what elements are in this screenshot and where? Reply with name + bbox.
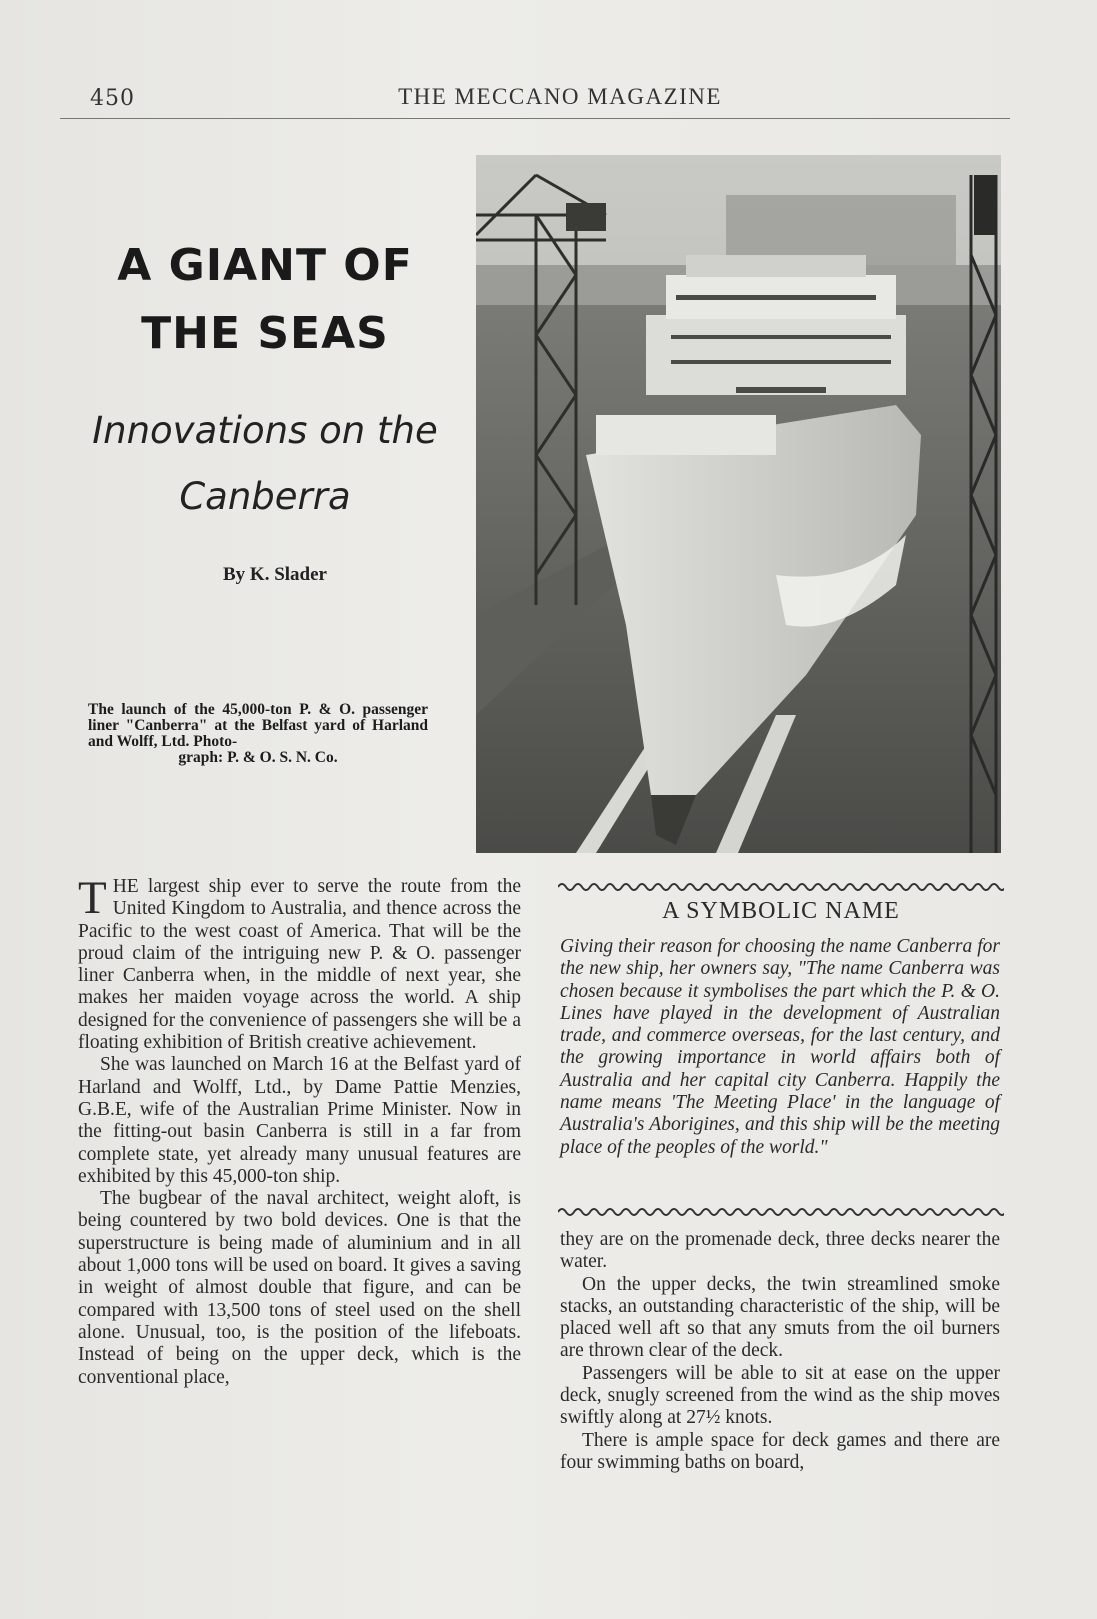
paragraph-3: The bugbear of the naval architect, weight aloft, is being countered by two bold devices. One is that the superstructure is being made of aluminium and in all about 1,000 tons will be used on board. It gives a saving in weight of almost double that figure, and can be compared with 13,500 tons of steel used on the shell alone. Unusual, too, is the position of the lifeboats. Instead of being on the upper deck, which is the conventional place, [78,1188,521,1388]
paragraph-7: There is ample space for deck games and there are four swimming baths on board, [560,1429,1000,1473]
magazine-title: THE MECCANO MAGAZINE [398,84,722,109]
article-title: A GIANT OF THE SEAS [117,240,413,359]
photo-caption-main: The launch of the 45,000-ton P. & O. passenger liner "Canberra" at the Belfast yard of Harland and Wolff, Ltd. Photo- [88,701,428,750]
paragraph-1-text: HE largest ship ever to serve the route from the United Kingdom to Australia, and thence across the Pacific to the west coast of America. That will be the proud claim of the intriguing new P. & O. passenger liner Canberra when, in the middle of next year, she makes her maiden voyage across the world. A ship designed for the convenience of passengers she will be a floating exhibition of British creative achievement. [78,876,521,1054]
sidebar-bottom-border [558,1205,1004,1219]
paragraph-1 [78,872,521,1054]
sidebar-text: Giving their reason for choosing the name Canberra for the new ship, her owners say, "The name Canberra was chosen because it symbolises the part which the P. & O. Lines have played in the development of Australian trade, and commerce overseas, for the last century, and the growing importance in world affairs both of Australia and her capital city Canberra. Happily the name means 'The Meeting Place' in the language of Australia's Aborigines, and this ship will be the meeting place of the peoples of the world." [560,936,1000,1158]
article-subtitle: Innovations on the Canberra [92,409,438,518]
sidebar-top-border [558,880,1004,894]
paragraph-2: She was launched on March 16 at the Belfast yard of Harland and Wolff, Ltd., by Dame Pattie Menzies, G.B.E, wife of the Australian Prime Minister. Now in the fitting-out basin Canberra is still in a far from complete state, yet already many unusual features are exhibited by this 45,000-ton ship. [78,1054,521,1187]
photo-caption-last: graph: P. & O. S. N. Co. [178,749,338,766]
paragraph-4: they are on the promenade deck, three decks nearer the water. [560,1229,1000,1273]
article-byline: By K. Slader [223,564,327,585]
article-body-right-column [560,1229,1000,1474]
header-rule [60,118,1010,119]
sidebar-title: A SYMBOLIC NAME [662,898,900,924]
article-body-left-column [78,872,521,1389]
page-number: 450 [90,86,135,111]
paragraph-6: Passengers will be able to sit at ease on the upper deck, snugly screened from the wind as the ship moves swiftly along at 27½ knots. [560,1362,1000,1429]
ship-launch-photo [476,155,1001,853]
drop-cap: T [78,872,107,924]
photo-caption [88,702,428,766]
paragraph-5: On the upper decks, the twin streamlined smoke stacks, an outstanding characteristic of the ship, will be placed well aft so that any smuts from the oil burners are thrown clear of the deck. [560,1273,1000,1362]
